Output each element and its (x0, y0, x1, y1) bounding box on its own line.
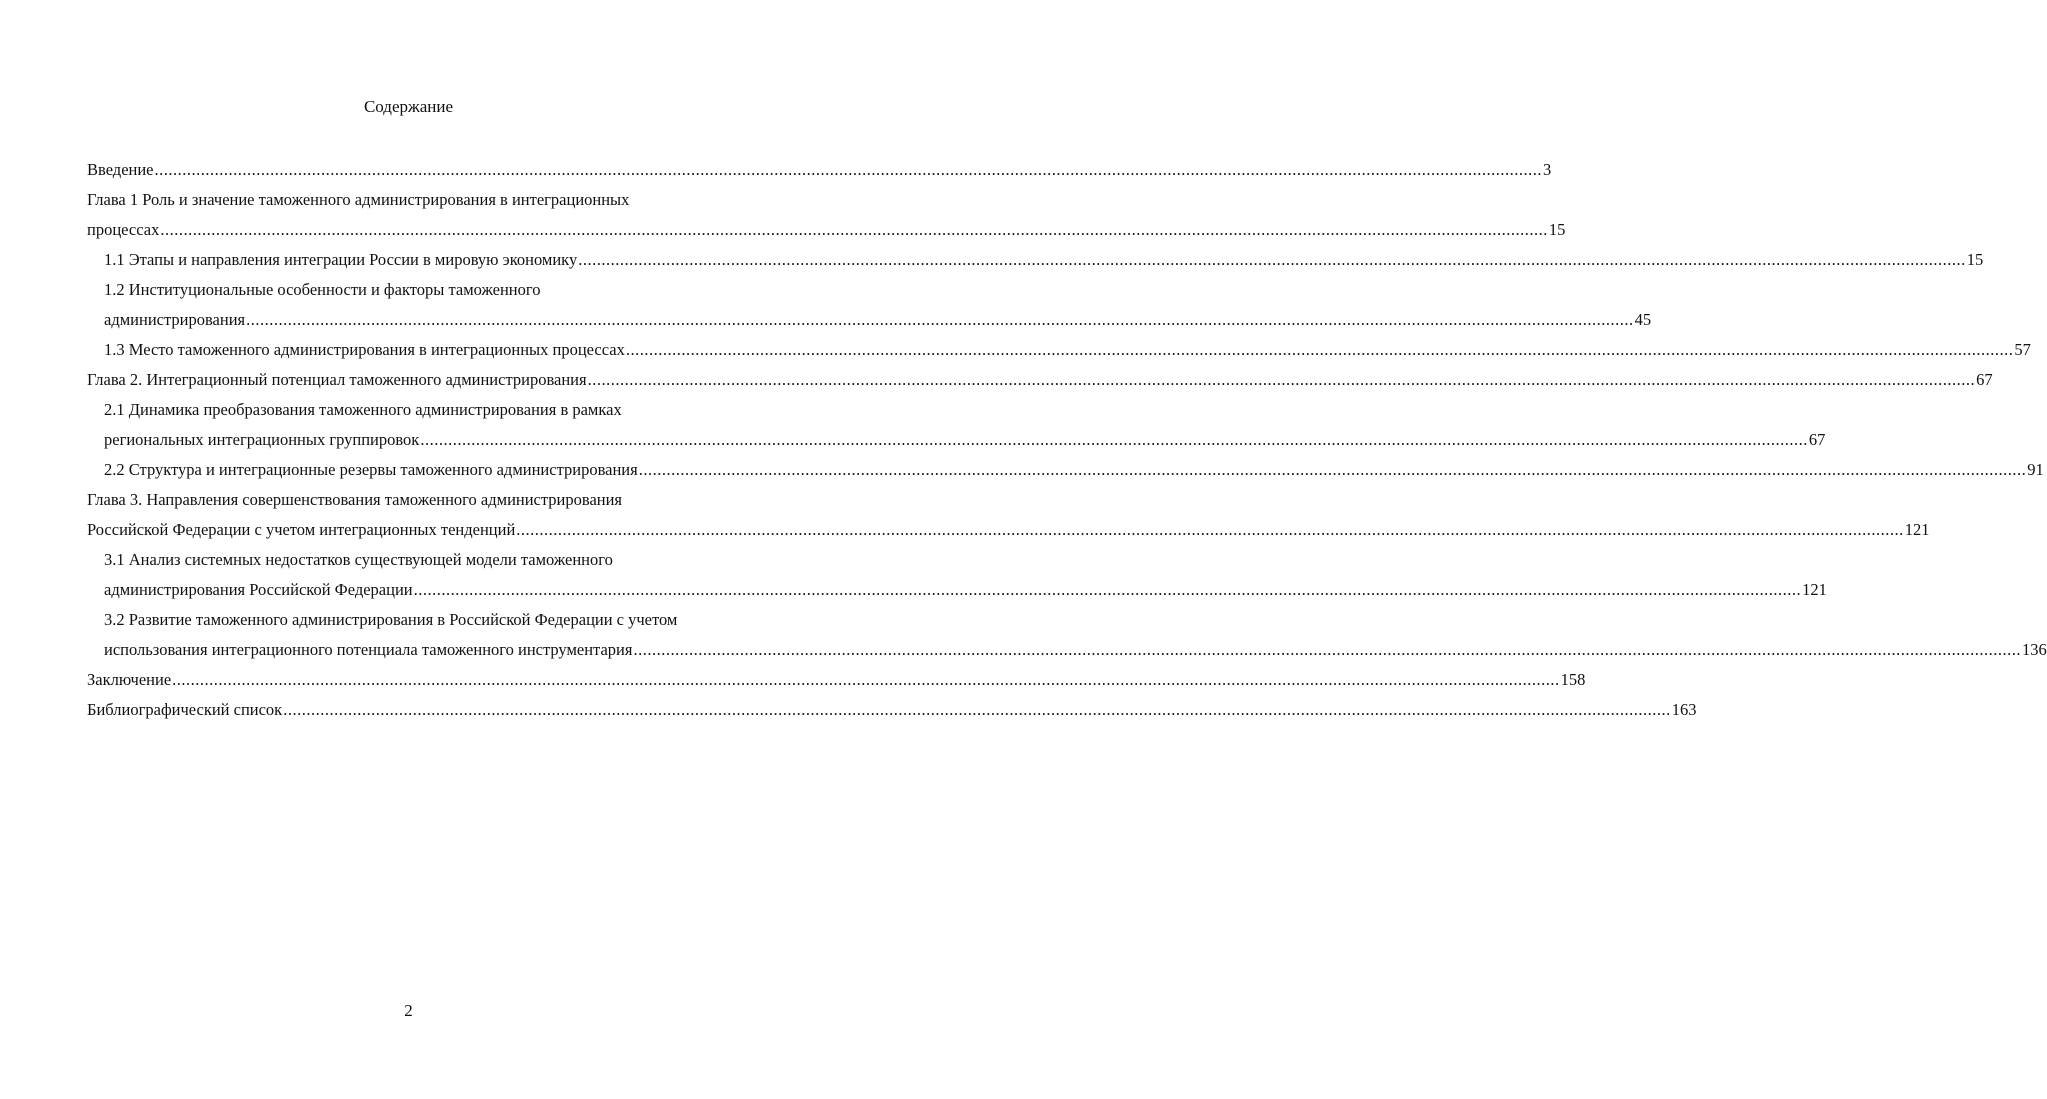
leader-dots: ............................................................................................................................................................................................................................................................................................................ (633, 640, 2021, 659)
toc-entry-section-3-1-line2 (87, 575, 1827, 605)
toc-entry-section-1-1 (87, 245, 1984, 275)
toc-entry-title: процессах (87, 220, 160, 239)
toc-entry-title: администрирования Российской Федерации (104, 580, 413, 599)
toc-entry-section-2-1-line1: 2.1 Динамика преобразования таможенного администрирования в рамках (104, 400, 622, 419)
leader-dots: ............................................................................................................................................................................................................................................................................................................ (578, 250, 1966, 269)
toc-entry-title: Глава 2. Интеграционный потенциал таможенного администрирования (87, 370, 587, 389)
toc-entry-section-3-2-line2 (87, 635, 2047, 665)
toc-page-number: 15 (1966, 250, 1984, 269)
toc-page-number: 67 (1976, 370, 1993, 389)
leader-dots: ............................................................................................................................................................................................................................................................................................................ (172, 670, 1560, 689)
toc-entry-chapter1-line1: Глава 1 Роль и значение таможенного администрирования в интеграционных (87, 190, 630, 209)
leader-dots: ............................................................................................................................................................................................................................................................................................................ (154, 160, 1543, 179)
leader-dots: ............................................................................................................................................................................................................................................................................................................ (516, 520, 1904, 539)
toc-page-number: 121 (1802, 580, 1827, 599)
leader-dots: ............................................................................................................................................................................................................................................................................................................ (413, 580, 1802, 599)
toc-page-number: 57 (2014, 340, 2031, 359)
leader-dots: ............................................................................................................................................................................................................................................................................................................ (283, 700, 1671, 719)
table-of-contents (87, 155, 2047, 725)
toc-entry-chapter3-line1: Глава 3. Направления совершенствования таможенного администрирования (87, 490, 623, 509)
toc-page-number: 45 (1634, 310, 1652, 329)
toc-entry-title: Заключение (87, 670, 172, 689)
toc-entry-section-1-3 (87, 335, 2031, 365)
toc-entry-title: использования интеграционного потенциала таможенного инструментария (104, 640, 633, 659)
toc-entry-title: Библиографический список (87, 700, 283, 719)
toc-entry-section-2-2 (87, 455, 2044, 485)
toc-entry-title: Введение (87, 160, 154, 179)
toc-entry-section-2-1-line2 (87, 425, 1826, 455)
leader-dots: ............................................................................................................................................................................................................................................................................................................ (420, 430, 1808, 449)
toc-entry-title: Российской Федерации с учетом интеграционных тенденций (87, 520, 516, 539)
toc-entry-title: региональных интеграционных группировок (104, 430, 420, 449)
toc-entry-section-3-1-line1: 3.1 Анализ системных недостатков существующей модели таможенного (104, 550, 613, 569)
toc-page-number: 121 (1904, 520, 1930, 539)
toc-entry-section-1-2-line1: 1.2 Институциональные особенности и факторы таможенного (104, 280, 541, 299)
toc-entry-chapter3-line2 (87, 515, 1930, 545)
toc-entry-conclusion (87, 665, 1586, 695)
toc-page-number: 136 (2021, 640, 2047, 659)
toc-entry-section-3-2-line1: 3.2 Развитие таможенного администрирования в Российской Федерации с учетом (104, 610, 678, 629)
toc-entry-title: 1.3 Место таможенного администрирования в интеграционных процессах (104, 340, 625, 359)
toc-entry-chapter1-line2 (87, 215, 1566, 245)
leader-dots: ............................................................................................................................................................................................................................................................................................................ (587, 370, 1976, 389)
toc-entry-title: администрирования (104, 310, 246, 329)
toc-entry-title: 2.2 Структура и интеграционные резервы таможенного администрирования (104, 460, 638, 479)
page-number: 2 (404, 1001, 413, 1020)
toc-page-number: 158 (1560, 670, 1586, 689)
leader-dots: ............................................................................................................................................................................................................................................................................................................ (246, 310, 1634, 329)
toc-page-number: 91 (2027, 460, 2044, 479)
leader-dots: ............................................................................................................................................................................................................................................................................................................ (638, 460, 2027, 479)
toc-page-number: 3 (1543, 160, 1552, 179)
leader-dots: ............................................................................................................................................................................................................................................................................................................ (160, 220, 1548, 239)
toc-page-number: 67 (1808, 430, 1826, 449)
toc-page-number: 15 (1548, 220, 1566, 239)
page-title: Содержание (363, 97, 454, 116)
toc-entry-section-1-2-line2 (87, 305, 1652, 335)
toc-entry-intro (87, 155, 1552, 185)
toc-entry-chapter2 (87, 365, 1993, 395)
toc-page-number: 163 (1671, 700, 1697, 719)
leader-dots: ............................................................................................................................................................................................................................................................................................................ (625, 340, 2014, 359)
toc-entry-title: 1.1 Этапы и направления интеграции России в мировую экономику (104, 250, 578, 269)
toc-entry-bibliography (87, 695, 1697, 725)
